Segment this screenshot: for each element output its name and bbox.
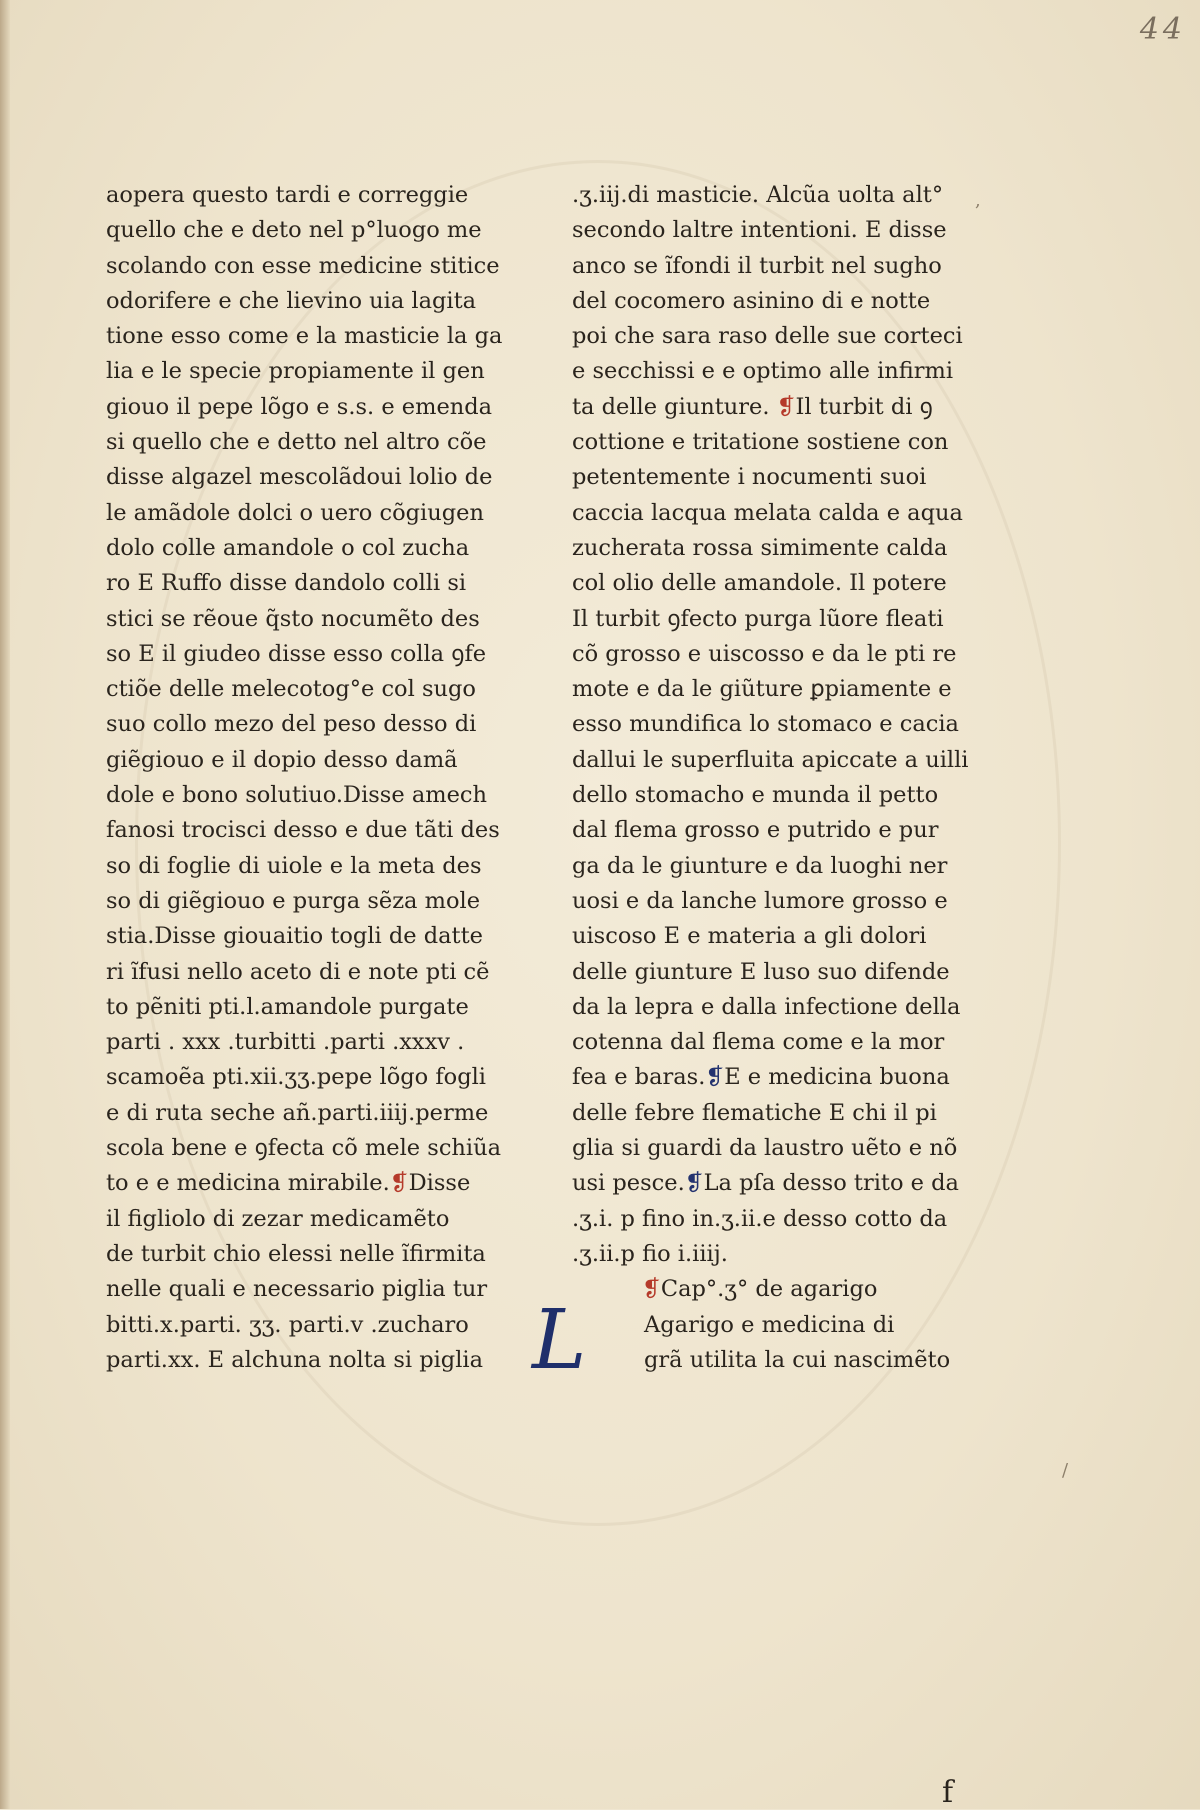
text-line: [572, 672, 956, 707]
text-line: [572, 531, 956, 566]
line-text: grã utilita la cui nascimẽto: [644, 1346, 951, 1373]
line-text: ro E Ruffo disse dandolo colli si: [106, 570, 467, 597]
text-line: [572, 460, 956, 495]
text-line: [106, 849, 498, 884]
margin-tick: /: [1062, 1460, 1069, 1481]
text-line: [572, 1166, 959, 1201]
right-text-column: [532, 178, 969, 1388]
line-text: glia si guardi da laustro uẽto e nõ: [572, 1135, 958, 1162]
text-line: [572, 566, 956, 601]
line-text: La pſa desso trito e da: [703, 1170, 959, 1197]
line-text: le amãdole dolci o uero cõgiugen: [106, 499, 484, 526]
line-text: tione esso come e la masticie la ga: [106, 323, 503, 350]
line-text: quello che e deto nel p°luogo me: [106, 217, 482, 244]
text-line: [106, 955, 498, 990]
text-line: [106, 813, 498, 848]
line-text: delle giunture E luso suo difende: [572, 958, 950, 985]
line-text: cõ grosso e uiscosso e da le pti re: [572, 640, 957, 667]
text-line: [106, 460, 498, 495]
text-line: [106, 425, 498, 460]
text-line: [572, 1025, 956, 1060]
line-text: mote e da le giũture ꝑpiamente e: [572, 676, 952, 703]
line-text: scolando con esse medicine stitice: [106, 252, 500, 279]
line-text: de turbit chio elessi nelle ĩfirmita: [106, 1240, 486, 1267]
text-line: [106, 990, 498, 1025]
line-text: dolo colle amandole o col zucha: [106, 534, 470, 561]
text-line: [572, 849, 956, 884]
text-line: [106, 778, 498, 813]
line-text: petentemente i nocumenti suoi: [572, 464, 927, 491]
text-line: [106, 672, 498, 707]
text-line: [106, 496, 498, 531]
line-text: .ʒ.i. p fino in.ʒ.ii.e desso cotto da: [572, 1205, 948, 1232]
text-line: [106, 1096, 498, 1131]
line-text: parti.xx. E alchuna nolta si piglia: [106, 1346, 484, 1373]
text-line: [572, 955, 956, 990]
text-line: [572, 354, 956, 389]
line-text: giẽgiouo e il dopio desso damã: [106, 746, 458, 773]
line-text: giouo il pepe lõgo e s.s. e emenda: [106, 393, 493, 420]
line-text: e secchissi e e optimo alle infirmi: [572, 358, 954, 385]
text-line: [572, 178, 956, 213]
text-line: [106, 1025, 498, 1060]
text-line: [106, 319, 503, 354]
line-text: dallui le superfluita apiccate a uilli: [572, 746, 969, 773]
line-text: dello stomacho e munda il petto: [572, 782, 939, 809]
folio-number: 44: [1139, 12, 1186, 47]
text-line: [106, 390, 498, 425]
line-text: zucherata rossa simimente calda: [572, 534, 948, 561]
line-text: anco se ĩfondi il turbit nel sugho: [572, 252, 942, 279]
line-text: fanosi trocisci desso e due tãti des: [106, 817, 500, 844]
line-text: esso mundifica lo stomaco e cacia: [572, 711, 959, 738]
text-line: [572, 425, 956, 460]
line-text: delle febre flematiche E chi il pi: [572, 1099, 937, 1126]
line-text: .ʒ.iij.di masticie. Alcũa uolta alt°: [572, 182, 944, 208]
line-text: usi pesce.: [572, 1170, 685, 1197]
chapter-heading: [572, 1272, 956, 1307]
text-line: [106, 1202, 498, 1237]
line-text: dole e bono solutiuo.Disse amech: [106, 782, 487, 809]
text-line: [572, 778, 956, 813]
text-line: [572, 213, 956, 248]
text-line: [572, 284, 956, 319]
text-line: [106, 1166, 498, 1201]
line-text: col olio delle amandole. Il potere: [572, 570, 947, 597]
text-line: [106, 249, 498, 284]
line-text: cotenna dal flema come e la mor: [572, 1029, 945, 1056]
text-line: [572, 637, 956, 672]
margin-tick: ,: [975, 190, 981, 211]
line-text: Disse: [408, 1170, 471, 1197]
text-line: [106, 884, 498, 919]
line-text: scamoẽa pti.xii.ʒʒ.pepe lõgo fogli: [106, 1064, 487, 1091]
text-line: [106, 284, 498, 319]
line-text: to pẽniti pti.l.amandole purgate: [106, 993, 469, 1020]
rubric-mark: ❡: [389, 1170, 409, 1197]
rubric-mark: ❡: [705, 1064, 725, 1091]
text-line: [572, 319, 963, 354]
line-text: ga da le giunture e da luoghi ner: [572, 852, 948, 879]
line-text: uosi e da lanche lumore grosso e: [572, 887, 948, 914]
line-text: fea e baras.: [572, 1064, 706, 1091]
line-text: so di foglie di uiole e la meta des: [106, 852, 482, 879]
line-text: so E il giudeo disse esso colla ꝯfe: [106, 640, 487, 667]
text-line: [572, 390, 956, 425]
line-text: Agarigo e medicina di: [644, 1311, 895, 1338]
left-text-column: [106, 178, 503, 1378]
line-text: E e medicina buona: [724, 1064, 950, 1091]
chapter-text-line: [572, 1343, 956, 1378]
decorated-initial: L: [532, 1292, 587, 1388]
line-text: .ʒ.ii.p fio i.iiij.: [572, 1240, 728, 1267]
line-text: dal flema grosso e putrido e pur: [572, 817, 939, 844]
text-line: [572, 919, 956, 954]
line-text: ta delle giunture.: [572, 393, 770, 420]
line-text: del cocomero asinino di e notte: [572, 287, 931, 314]
text-line: [106, 1060, 498, 1095]
line-text: uiscoso E e materia a gli dolori: [572, 923, 927, 950]
line-text: il figliolo di zezar medicamẽto: [106, 1205, 450, 1232]
text-line: [572, 1237, 956, 1272]
text-line: [106, 1272, 498, 1307]
text-line: [572, 707, 959, 742]
line-text: lia e le specie propiamente il gen: [106, 358, 485, 385]
text-line: [572, 990, 961, 1025]
line-text: stia.Disse giouaitio togli de datte: [106, 923, 483, 950]
text-line: [106, 707, 498, 742]
line-text: aopera questo tardi e correggie: [106, 182, 469, 208]
rubric-mark: ❡: [684, 1170, 704, 1197]
line-text: cottione e tritatione sostiene con: [572, 429, 949, 456]
line-text: Il turbit di ꝯ: [795, 393, 933, 420]
line-text: disse algazel mescolãdoui lolio de: [106, 464, 493, 491]
text-line: [572, 1202, 956, 1237]
page-edge-shadow: [0, 0, 10, 1809]
signature-mark: f: [942, 1775, 954, 1810]
text-line: [572, 743, 969, 778]
text-line: [106, 743, 498, 778]
line-text: suo collo mezo del peso desso di: [106, 711, 477, 738]
line-text: nelle quali e necessario piglia tur: [106, 1276, 488, 1303]
text-line: [572, 249, 956, 284]
text-line: [572, 884, 956, 919]
line-text: caccia lacqua melata calda e aqua: [572, 499, 963, 526]
rubric-mark: ❡: [769, 393, 796, 420]
text-line: [106, 566, 498, 601]
text-line: [106, 354, 498, 389]
text-line: [572, 602, 956, 637]
line-text: so di giẽgiouo e purga sẽza mole: [106, 887, 481, 914]
text-line: [572, 496, 963, 531]
line-text: scola bene e ꝯfecta cõ mele schiũa: [106, 1135, 502, 1162]
line-text: bitti.x.parti. ʒʒ. parti.v .zucharo: [106, 1311, 469, 1338]
line-text: parti . xxx .turbitti .parti .xxxv .: [106, 1029, 465, 1056]
text-line: [106, 1131, 502, 1166]
text-line: [106, 213, 498, 248]
text-line: [572, 1096, 956, 1131]
text-line: [106, 602, 498, 637]
text-line: [572, 1060, 956, 1095]
text-line: [106, 178, 498, 213]
text-line: [106, 1237, 498, 1272]
line-text: poi che sara raso delle sue corteci: [572, 323, 963, 350]
line-text: si quello che e detto nel altro cõe: [106, 429, 487, 456]
line-text: ctiõe delle melecotog°e col sugo: [106, 676, 476, 703]
line-text: e di ruta seche añ.parti.iiij.perme: [106, 1099, 489, 1126]
chapter-title: Cap°.ʒ° de agarigo: [660, 1276, 878, 1303]
text-line: [572, 1131, 956, 1166]
text-line: [106, 919, 498, 954]
line-text: odorifere e che lievino uia lagita: [106, 287, 477, 314]
text-line: [572, 813, 956, 848]
text-line: [106, 1308, 498, 1343]
text-line: [106, 637, 498, 672]
line-text: stici se rẽoue q̃sto nocumẽto des: [106, 605, 480, 632]
line-text: da la lepra e dalla infectione della: [572, 993, 961, 1020]
line-text: Il turbit ꝯfecto purga lũore fleati: [572, 605, 944, 632]
line-text: secondo laltre intentioni. E disse: [572, 217, 947, 244]
text-line: [106, 531, 498, 566]
line-text: to e e medicina mirabile.: [106, 1170, 390, 1197]
rubric-mark: ❡: [642, 1276, 661, 1303]
text-line: [106, 1343, 498, 1378]
line-text: ri ĩfusi nello aceto di e note pti cẽ: [106, 958, 490, 985]
